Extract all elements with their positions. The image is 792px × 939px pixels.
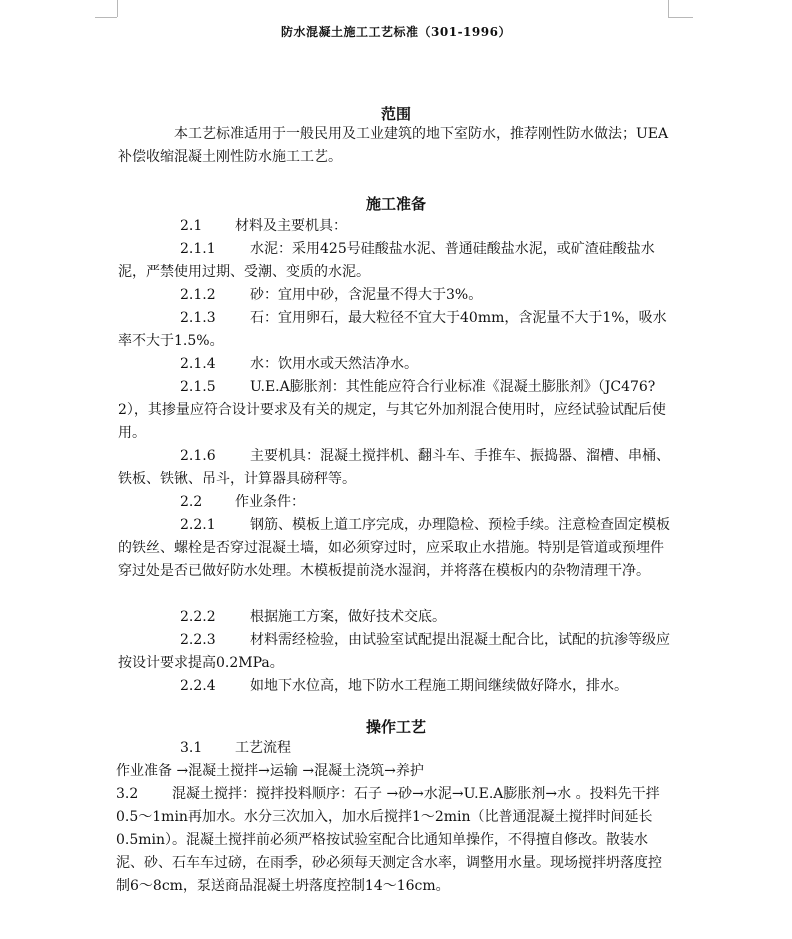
item-text: 根据施工方案，做好技术交底。 xyxy=(250,609,446,625)
ops-item-3-1 xyxy=(118,737,672,760)
section-title-ops: 操作工艺 xyxy=(365,718,426,736)
item-text: 混凝土搅拌：搅拌投料顺序：石子 →砂→水泥→U.E.A膨胀剂→水 。投料先干拌0.5～1min再加水。水分三次加入，加水后搅拌1～2min（比普通混凝土搅拌时间延长0.5min）。混凝土搅拌前必须严格按试验室配合比通知单操作，不得擅自修改。散装水泥、砂、石车车过磅，在雨季，砂必须每天测定含水率，调整用水量。现场搅拌坍落度控制6～8cm，泵送商品混凝土坍落度控制14～16cm。 xyxy=(116,786,662,894)
item-number: 3.1 xyxy=(180,740,203,756)
item-number: 2.1.2 xyxy=(180,287,216,303)
item-text: 作业条件： xyxy=(235,494,305,510)
item-text: 主要机具：混凝土搅拌机、翻斗车、手推车、振捣器、溜槽、串桶、铁板、铁锹、吊斗，计算器具磅秤等。 xyxy=(118,448,670,487)
item-text: 钢筋、模板上道工序完成，办理隐检、预检手续。注意检查固定模板的铁丝、螺栓是否穿过混凝土墙，如必须穿过时，应采取止水措施。特别是管道或预埋件穿过处是否已做好防水处理。木模板提前浇水湿润，并将落在模板内的杂物清理干净。 xyxy=(118,517,670,579)
prep-item-2-2 xyxy=(118,491,672,514)
item-number: 2.2 xyxy=(180,494,203,510)
item-number: 2.2.1 xyxy=(180,517,216,533)
item-number: 2.2.4 xyxy=(180,678,216,694)
item-number: 2.1 xyxy=(180,218,203,234)
section-title-prep: 施工准备 xyxy=(365,195,426,213)
item-number: 2.2.2 xyxy=(180,609,216,625)
item-text: 砂：宜用中砂，含泥量不得大于3%。 xyxy=(250,287,483,303)
corner-mark xyxy=(668,0,669,17)
item-text: 石：宜用卵石，最大粒径不宜大于40mm，含泥量不大于1%，吸水率不大于1.5%。 xyxy=(118,310,667,349)
item-text: 材料需经检验，由试验室试配提出混凝土配合比，试配的抗渗等级应按设计要求提高0.2MPa。 xyxy=(118,632,670,671)
prep-item-2-1-4 xyxy=(118,353,672,376)
prep-item-2-2-4 xyxy=(118,675,672,698)
prep-item-2-1-5 xyxy=(118,376,672,445)
item-number: 2.1.5 xyxy=(180,379,216,395)
prep-item-2-1-2 xyxy=(118,284,672,307)
item-text: 材料及主要机具： xyxy=(235,218,347,234)
prep-item-2-2-1 xyxy=(118,514,672,583)
ops-item-3-2 xyxy=(116,783,672,898)
item-number: 2.1.1 xyxy=(180,241,216,257)
item-number: 3.2 xyxy=(116,786,139,802)
prep-item-2-2-3 xyxy=(118,629,672,675)
page-header: 防水混凝土施工工艺标准（301-1996） xyxy=(281,25,511,39)
prep-item-2-1-3 xyxy=(118,307,672,353)
section-title-scope: 范围 xyxy=(380,105,411,123)
process-flow: 作业准备 →混凝土搅拌→运输 →混凝土浇筑→养护 xyxy=(116,763,424,779)
prep-item-2-1 xyxy=(118,215,672,238)
item-number: 2.1.3 xyxy=(180,310,216,326)
corner-mark xyxy=(668,17,693,18)
prep-item-2-2-2 xyxy=(118,606,672,629)
item-number: 2.2.3 xyxy=(180,632,216,648)
item-text: 水泥：采用425号硅酸盐水泥、普通硅酸盐水泥，或矿渣硅酸盐水泥，严禁使用过期、受潮、变质的水泥。 xyxy=(118,241,655,280)
item-number: 2.1.6 xyxy=(180,448,216,464)
corner-mark xyxy=(117,0,118,17)
scope-paragraph: 本工艺标准适用于一般民用及工业建筑的地下室防水，推荐刚性防水做法；UEA补偿收缩混凝土刚性防水施工工艺。 xyxy=(118,126,669,165)
item-text: 水：饮用水或天然洁净水。 xyxy=(250,356,418,372)
item-text: U.E.A膨胀剂：其性能应符合行业标准《混凝土膨胀剂》（JC476?2），其掺量应符合设计要求及有关的规定，与其它外加剂混合使用时，应经试验试配后使用。 xyxy=(118,379,666,441)
item-text: 如地下水位高，地下防水工程施工期间继续做好降水，排水。 xyxy=(250,678,628,694)
corner-mark xyxy=(95,17,117,18)
item-number: 2.1.4 xyxy=(180,356,216,372)
prep-item-2-1-1 xyxy=(118,238,672,284)
item-text: 工艺流程 xyxy=(235,740,291,756)
prep-item-2-1-6 xyxy=(118,445,672,491)
